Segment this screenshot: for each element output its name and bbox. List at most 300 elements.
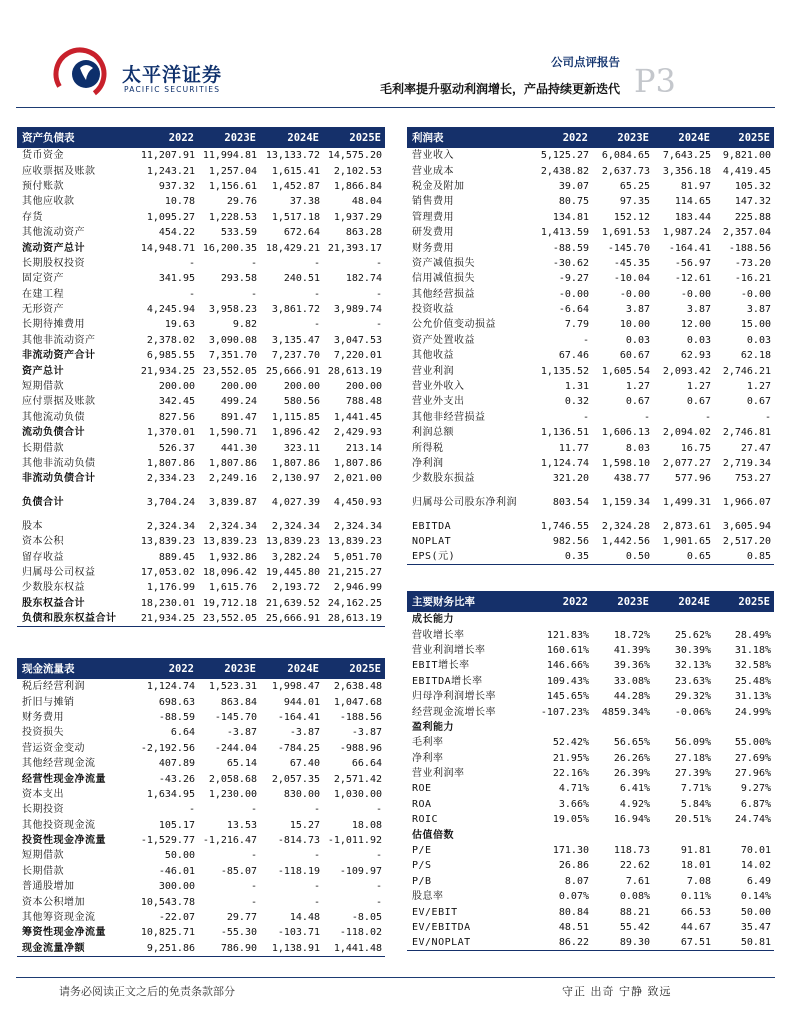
cell-value: 27.96% (734, 768, 771, 780)
cell-value: 19.05% (552, 814, 589, 826)
cell-value: 580.56 (283, 396, 320, 408)
table-row (407, 704, 774, 719)
cell-value: 114.65 (674, 196, 711, 208)
cell-value: - (313, 850, 320, 862)
cell-value: 13,839.23 (265, 536, 320, 548)
row-label: 负债合计 (22, 497, 64, 509)
cell-value: -88.59 (552, 242, 589, 254)
cell-value: 3,839.87 (208, 497, 257, 509)
row-label: EPS(元) (407, 549, 526, 565)
cell-value: 0.11% (680, 891, 711, 903)
cell-value: -145.70 (607, 242, 650, 254)
cell-value: 0.03 (686, 334, 711, 346)
cell-value: 18.08 (351, 819, 382, 831)
section-label: 估值倍数 (412, 829, 454, 841)
cell-value: 28.49% (734, 629, 771, 641)
table-header-row (407, 127, 774, 148)
table-row (17, 596, 385, 611)
cell-value: 147.32 (734, 196, 771, 208)
row-label: 少数股东权益 (22, 582, 85, 594)
cell-value: 105.32 (734, 180, 771, 192)
cell-value: 81.97 (680, 180, 711, 192)
row-label: 研发费用 (412, 227, 454, 239)
table-row (17, 679, 385, 694)
cell-value: 29.76 (226, 196, 257, 208)
row-label: EBITDA (412, 520, 452, 532)
row-label: 股东权益合计 (22, 597, 85, 609)
cell-value: 0.67 (746, 396, 771, 408)
cell-value: 91.81 (680, 845, 711, 857)
cell-value: 25.48% (734, 675, 771, 687)
cell-value: 827.56 (158, 411, 195, 423)
cell-value: 577.96 (674, 473, 711, 485)
cell-value: 80.75 (558, 196, 589, 208)
cell-value: 1,136.51 (540, 427, 589, 439)
cell-value: 753.27 (734, 473, 771, 485)
cell-value: -118.19 (277, 865, 320, 877)
table-row (17, 818, 385, 833)
section-row (407, 827, 774, 842)
cell-value: -188.56 (339, 711, 382, 723)
cell-value: 28,613.19 (323, 611, 385, 627)
cell-value: 7,237.70 (271, 350, 320, 362)
cell-value: 4859.34% (601, 706, 650, 718)
cell-value: 2,021.00 (333, 473, 382, 485)
table-row (17, 425, 385, 440)
table-row (17, 864, 385, 879)
cell-value: 3,090.08 (208, 334, 257, 346)
row-label: P/B (412, 875, 432, 887)
cell-value: 2,102.53 (333, 165, 382, 177)
row-label: P/S (412, 860, 432, 872)
cell-value: - (313, 288, 320, 300)
table-row (17, 710, 385, 725)
row-label: 预付账款 (22, 180, 64, 192)
cell-value: 1,605.54 (601, 365, 650, 377)
cell-value: -1,216.47 (202, 835, 257, 847)
cell-value: 17,053.02 (140, 566, 195, 578)
cell-value: -3.87 (351, 727, 382, 739)
cell-value: -10.04 (613, 273, 650, 285)
cell-value: 0.67 (686, 396, 711, 408)
cell-value: 1,634.95 (146, 788, 195, 800)
cell-value: 50.00 (740, 906, 771, 918)
table-header-row (17, 127, 385, 148)
cell-value: 6.41% (619, 783, 650, 795)
table-row (17, 941, 385, 957)
row-label: 净利润 (412, 458, 444, 469)
cell-value: 300.00 (158, 881, 195, 893)
cell-value: 526.37 (158, 442, 195, 454)
row-label: 资产总计 (22, 365, 64, 377)
table-row (407, 627, 774, 642)
cell-value: 0.14% (740, 891, 771, 903)
cell-value: 88.21 (619, 906, 650, 918)
table-row (407, 348, 774, 363)
cell-value: 2,873.61 (662, 520, 711, 532)
cell-value: - (582, 334, 589, 346)
cell-value: - (313, 881, 320, 893)
cell-value: 7.79 (564, 319, 589, 331)
table-row (407, 487, 774, 519)
row-label: EBITDA增长率 (412, 675, 483, 687)
table-row (17, 317, 385, 332)
cell-value: 50.00 (164, 850, 195, 862)
cell-value: 1,901.65 (662, 536, 711, 548)
row-label: 长期投资 (22, 804, 64, 816)
row-label: 少数股东损益 (412, 473, 475, 485)
cell-value: -244.04 (214, 742, 257, 754)
cell-value: - (250, 288, 257, 300)
cell-value: 441.30 (220, 442, 257, 454)
cell-value: 321.20 (552, 473, 589, 485)
row-label: 负债和股东权益合计 (17, 611, 135, 627)
cell-value: 18.72% (613, 629, 650, 641)
table-row (407, 797, 774, 812)
row-label: ROA (412, 798, 432, 810)
row-label: 其他非流动资产 (22, 334, 96, 346)
cell-value: 29.32% (674, 691, 711, 703)
cell-value: - (313, 319, 320, 331)
table-row (407, 471, 774, 486)
cell-value: 2,249.16 (208, 473, 257, 485)
table-row (407, 163, 774, 178)
table-row (407, 394, 774, 409)
row-label: 股息率 (412, 891, 444, 903)
cell-value: - (313, 257, 320, 269)
cell-value: 1,807.86 (271, 458, 320, 469)
cell-value: 171.30 (552, 845, 589, 857)
cell-value: 1.27 (686, 381, 711, 393)
row-label: 流动资产总计 (22, 242, 85, 254)
cell-value: -16.21 (734, 273, 771, 285)
table-row (407, 379, 774, 394)
row-label: EV/NOPLAT (407, 935, 526, 951)
cell-value: 982.56 (552, 536, 589, 548)
cell-value: 1,499.31 (662, 497, 711, 509)
cell-value: 19.63 (164, 319, 195, 331)
cell-value: 0.07% (558, 891, 589, 903)
row-label: 归属母公司权益 (22, 566, 96, 578)
table-row (17, 240, 385, 255)
cell-value: 1,442.56 (601, 536, 650, 548)
cell-value: 20.51% (674, 814, 711, 826)
year-header: 2023E (592, 127, 653, 148)
cell-value: 48.04 (351, 196, 382, 208)
cell-value: 32.58% (734, 660, 771, 672)
cell-value: 1,441.48 (323, 941, 385, 957)
cell-value: 50.81 (714, 935, 774, 951)
table-title: 利润表 (407, 127, 526, 148)
row-label: 折旧与摊销 (22, 696, 75, 708)
cell-value: 6.87% (740, 798, 771, 810)
year-header: 2024E (260, 658, 323, 679)
cell-value: 121.83% (546, 629, 589, 641)
row-label: EV/EBIT (412, 906, 458, 918)
cell-value: 698.63 (158, 696, 195, 708)
cell-value: 803.54 (552, 497, 589, 509)
row-label: 其他投资现金流 (22, 819, 96, 831)
cell-value: 22.62 (619, 860, 650, 872)
table-row (407, 689, 774, 704)
cell-value: 1,523.31 (208, 681, 257, 693)
balance-sheet-table (17, 127, 385, 627)
cell-value: -145.70 (214, 711, 257, 723)
cell-value: 44.67 (680, 922, 711, 933)
year-header: 2024E (260, 127, 323, 148)
row-label: 投资收益 (412, 304, 454, 316)
cell-value: 1,896.42 (271, 427, 320, 439)
cell-value: 3,704.24 (146, 497, 195, 509)
table-row (17, 440, 385, 455)
cell-value: - (375, 804, 382, 816)
cell-value: -55.30 (220, 927, 257, 939)
cell-value: 2,946.99 (333, 582, 382, 594)
cell-value: 891.47 (220, 411, 257, 423)
cell-value: 13.53 (226, 819, 257, 831)
row-label: 信用减值损失 (412, 273, 475, 285)
table-row (407, 302, 774, 317)
financial-ratios-table (407, 591, 774, 951)
cell-value: 889.45 (158, 551, 195, 563)
year-header: 2025E (323, 127, 385, 148)
table-title: 资产负债表 (17, 127, 135, 148)
table-row (17, 771, 385, 786)
cell-value: 14,575.20 (327, 150, 382, 162)
row-label: 经营性现金净流量 (22, 773, 106, 785)
cell-value: -188.56 (728, 242, 771, 254)
cell-value: 65.14 (226, 758, 257, 770)
table-row (17, 471, 385, 486)
cell-value: 24.74% (734, 814, 771, 826)
cell-value: 21,639.52 (265, 597, 320, 609)
cell-value: 0.67 (625, 396, 650, 408)
row-label: 应付票据及账款 (22, 396, 96, 408)
cell-value: 1,095.27 (146, 211, 195, 223)
cell-value: -814.73 (277, 835, 320, 847)
row-label: 财务费用 (412, 242, 454, 254)
table-row (407, 148, 774, 163)
cell-value: 5,125.27 (540, 150, 589, 162)
row-label: 所得税 (412, 442, 444, 454)
cell-value: 118.73 (613, 845, 650, 857)
row-label: 利润总额 (412, 427, 454, 439)
cell-value: 9.27% (740, 783, 771, 795)
table-row (17, 611, 385, 627)
table-row (17, 410, 385, 425)
cell-value: 67.51 (653, 935, 714, 951)
table-row (407, 549, 774, 565)
year-header: 2023E (592, 591, 653, 612)
cell-value: 1,746.55 (540, 520, 589, 532)
cell-value: 16.75 (680, 442, 711, 454)
report-title: 毛利率提升驱动利润增长，产品持续更新迭代 (379, 82, 620, 96)
year-header: 2024E (653, 591, 714, 612)
row-label: 其他经营现金流 (22, 758, 96, 770)
cell-value: 407.89 (158, 758, 195, 770)
cell-value: 105.17 (158, 819, 195, 831)
cell-value: -3.87 (289, 727, 320, 739)
table-row (407, 643, 774, 658)
row-label: 营业收入 (412, 150, 454, 162)
cell-value: 6,084.65 (601, 150, 650, 162)
year-header: 2023E (198, 127, 260, 148)
cell-value: -0.00 (619, 288, 650, 300)
cell-value: 22.16% (552, 768, 589, 780)
cell-value: 2,193.72 (271, 582, 320, 594)
table-row (407, 333, 774, 348)
cell-value: 8.03 (625, 442, 650, 454)
cell-value: 11.77 (558, 442, 589, 454)
cell-value: -164.41 (668, 242, 711, 254)
cell-value: 60.67 (619, 350, 650, 362)
row-label: 归属母公司股东净利润 (412, 497, 517, 509)
table-row (407, 812, 774, 827)
cell-value: 2,324.34 (208, 520, 257, 532)
table-row (17, 271, 385, 286)
year-header: 2022 (526, 127, 592, 148)
cell-value: 944.01 (283, 696, 320, 708)
header-divider (16, 107, 775, 108)
cell-value: 19,712.18 (202, 597, 257, 609)
cell-value: 5,051.70 (333, 551, 382, 563)
cell-value: -1,529.77 (140, 835, 195, 847)
cell-value: 200.00 (158, 381, 195, 393)
table-row (17, 333, 385, 348)
cell-value: 323.11 (283, 442, 320, 454)
cell-value: 1,230.00 (208, 788, 257, 800)
cell-value: 14.48 (289, 912, 320, 924)
row-label: 投资性现金净流量 (22, 835, 106, 847)
row-label: 税金及附加 (412, 180, 465, 192)
cell-value: 1,176.99 (146, 582, 195, 594)
table-row (407, 843, 774, 858)
cell-value: 13,133.72 (265, 150, 320, 162)
cell-value: -6.64 (558, 304, 589, 316)
cell-value: 44.28% (613, 691, 650, 703)
cell-value: 200.00 (283, 381, 320, 393)
row-label: EV/EBITDA (412, 922, 471, 933)
cell-value: 213.14 (345, 442, 382, 454)
section-label: 成长能力 (412, 614, 454, 626)
cell-value: 9,251.86 (135, 941, 198, 957)
cell-value: 830.00 (283, 788, 320, 800)
cell-value: -107.23% (540, 706, 589, 718)
cell-value: 12.00 (680, 319, 711, 331)
table-row (407, 874, 774, 889)
cell-value: 786.90 (198, 941, 260, 957)
cell-value: 109.43% (546, 675, 589, 687)
cell-value: 2,719.34 (722, 458, 771, 469)
row-label: 留存收益 (22, 551, 64, 563)
cell-value: 4,245.94 (146, 304, 195, 316)
cell-value: 1,156.61 (208, 180, 257, 192)
cell-value: 5.84% (680, 798, 711, 810)
cell-value: - (313, 896, 320, 908)
cell-value: 39.07 (558, 180, 589, 192)
cell-value: 7,643.25 (662, 150, 711, 162)
table-row (17, 925, 385, 940)
table-row (407, 440, 774, 455)
cell-value: 863.84 (220, 696, 257, 708)
cell-value: 52.42% (552, 737, 589, 749)
cell-value: 1,998.47 (271, 681, 320, 693)
cell-value: 86.22 (526, 935, 592, 951)
cell-value: 56.09% (674, 737, 711, 749)
row-label: 资本公积增加 (22, 896, 85, 908)
cell-value: 1,243.21 (146, 165, 195, 177)
cell-value: -9.27 (558, 273, 589, 285)
cell-value: 24.99% (734, 706, 771, 718)
cell-value: -88.59 (158, 711, 195, 723)
cell-value: 0.35 (526, 549, 592, 565)
row-label: 资产减值损失 (412, 257, 475, 269)
cell-value: 7.08 (686, 875, 711, 887)
cell-value: 0.32 (564, 396, 589, 408)
cell-value: - (250, 881, 257, 893)
row-label: 毛利率 (412, 737, 444, 749)
row-label: 资本支出 (22, 788, 64, 800)
cell-value: 533.59 (220, 227, 257, 239)
table-row (17, 802, 385, 817)
cell-value: - (188, 288, 195, 300)
table-row (407, 781, 774, 796)
cell-value: 15.00 (740, 319, 771, 331)
table-row (407, 179, 774, 194)
cell-value: 21,393.17 (327, 242, 382, 254)
table-row (407, 904, 774, 919)
cell-value: 35.47 (740, 922, 771, 933)
cell-value: 2,130.97 (271, 473, 320, 485)
row-label: 在建工程 (22, 288, 64, 300)
cell-value: 788.48 (345, 396, 382, 408)
row-label: 其他非流动负债 (22, 458, 96, 469)
cell-value: 2,058.68 (208, 773, 257, 785)
cell-value: 0.85 (714, 549, 774, 565)
row-label: 税后经营利润 (22, 681, 85, 693)
cell-value: 26.26% (613, 752, 650, 764)
cell-value: - (764, 411, 771, 423)
table-row (407, 410, 774, 425)
row-label: 存货 (22, 211, 43, 223)
cell-value: 3,605.94 (722, 520, 771, 532)
row-label: 营运资金变动 (22, 742, 85, 754)
cell-value: -0.00 (740, 288, 771, 300)
row-label: 现金流量净额 (17, 941, 135, 957)
cell-value: 9.82 (232, 319, 257, 331)
table-row (17, 580, 385, 595)
cell-value: 16.94% (613, 814, 650, 826)
cell-value: 7.61 (625, 875, 650, 887)
cell-value: - (375, 896, 382, 908)
cell-value: 55.42 (619, 922, 650, 933)
year-header: 2022 (135, 127, 198, 148)
cell-value: 25,666.91 (260, 611, 323, 627)
cell-value: 1,966.07 (722, 497, 771, 509)
cell-value: -8.05 (351, 912, 382, 924)
cell-value: - (375, 881, 382, 893)
cell-value: 200.00 (345, 381, 382, 393)
cell-value: 48.51 (558, 922, 589, 933)
cell-value: 24,162.25 (327, 597, 382, 609)
cell-value: 3.66% (558, 798, 589, 810)
cell-value: 55.00% (734, 737, 771, 749)
cell-value: 3,958.23 (208, 304, 257, 316)
cell-value: 29.77 (226, 912, 257, 924)
table-row (407, 766, 774, 781)
cell-value: 23,552.05 (198, 611, 260, 627)
cell-value: 438.77 (613, 473, 650, 485)
